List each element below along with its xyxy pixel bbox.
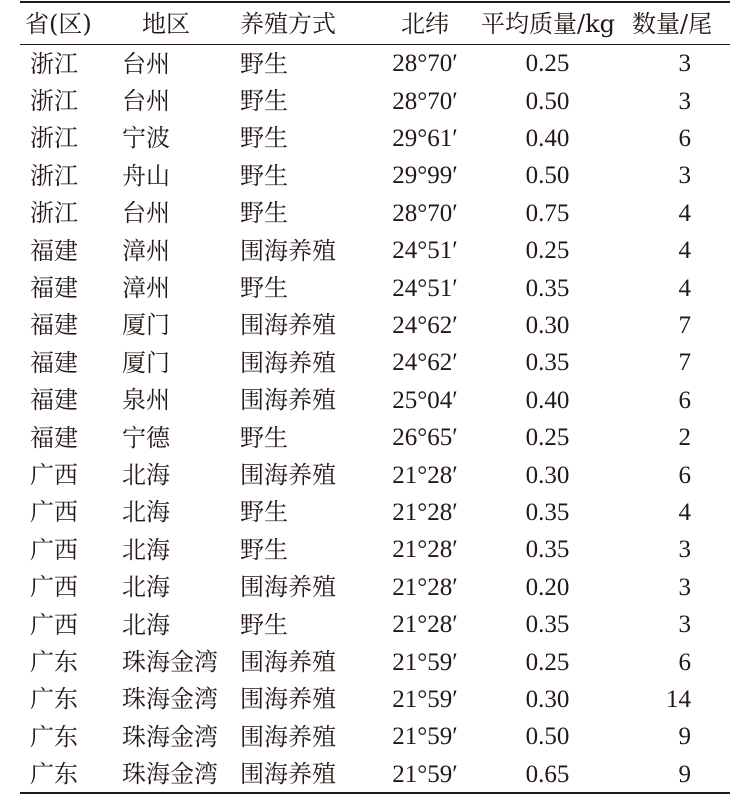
cell-count: 6 bbox=[678, 461, 691, 489]
cell-farming-method: 野生 bbox=[240, 124, 288, 153]
cell-region: 厦门 bbox=[122, 348, 170, 377]
cell-latitude: 29°99′ bbox=[392, 162, 458, 190]
cell-average-mass: 0.35 bbox=[525, 498, 570, 526]
cell-latitude: 24°51′ bbox=[392, 237, 458, 265]
cell-average-mass: 0.50 bbox=[525, 723, 570, 751]
table-bottom-rule bbox=[20, 792, 730, 794]
cell-latitude: 28°70′ bbox=[392, 50, 458, 78]
cell-province: 福建 bbox=[30, 236, 78, 265]
cell-latitude: 24°62′ bbox=[392, 311, 458, 339]
cell-farming-method: 围海养殖 bbox=[240, 760, 336, 789]
cell-province: 福建 bbox=[30, 348, 78, 377]
cell-farming-method: 野生 bbox=[240, 161, 288, 190]
cell-farming-method: 围海养殖 bbox=[240, 386, 336, 415]
cell-farming-method: 野生 bbox=[240, 610, 288, 639]
table-row bbox=[0, 456, 735, 493]
cell-farming-method: 围海养殖 bbox=[240, 348, 336, 377]
cell-region: 北海 bbox=[122, 498, 170, 527]
header-province: 省(区) bbox=[25, 10, 92, 38]
cell-count: 4 bbox=[678, 237, 691, 265]
cell-average-mass: 0.30 bbox=[525, 685, 570, 713]
cell-average-mass: 0.35 bbox=[525, 536, 570, 564]
table-row bbox=[0, 269, 735, 306]
table-row bbox=[0, 344, 735, 381]
cell-province: 广西 bbox=[30, 461, 78, 490]
cell-province: 福建 bbox=[30, 311, 78, 340]
cell-farming-method: 围海养殖 bbox=[240, 236, 336, 265]
cell-province: 广东 bbox=[30, 648, 78, 677]
cell-latitude: 21°28′ bbox=[392, 461, 458, 489]
cell-latitude: 28°70′ bbox=[392, 87, 458, 115]
cell-count: 3 bbox=[678, 50, 691, 78]
cell-count: 6 bbox=[678, 124, 691, 152]
cell-farming-method: 野生 bbox=[240, 199, 288, 228]
cell-province: 浙江 bbox=[30, 49, 78, 78]
cell-region: 宁波 bbox=[122, 124, 170, 153]
cell-region: 漳州 bbox=[122, 274, 170, 303]
cell-count: 7 bbox=[678, 311, 691, 339]
table-row bbox=[0, 307, 735, 344]
header-average-mass: 平均质量/kg bbox=[481, 10, 615, 38]
table-row bbox=[0, 419, 735, 456]
cell-farming-method: 野生 bbox=[240, 535, 288, 564]
cell-latitude: 21°28′ bbox=[392, 536, 458, 564]
cell-average-mass: 0.25 bbox=[525, 424, 570, 452]
cell-farming-method: 围海养殖 bbox=[240, 648, 336, 677]
cell-province: 广东 bbox=[30, 760, 78, 789]
cell-province: 广西 bbox=[30, 535, 78, 564]
cell-latitude: 21°28′ bbox=[392, 573, 458, 601]
cell-average-mass: 0.75 bbox=[525, 199, 570, 227]
cell-region: 宁德 bbox=[122, 423, 170, 452]
cell-farming-method: 围海养殖 bbox=[240, 722, 336, 751]
table-row bbox=[0, 531, 735, 568]
table-header-row bbox=[0, 4, 735, 44]
cell-average-mass: 0.30 bbox=[525, 461, 570, 489]
cell-region: 漳州 bbox=[122, 236, 170, 265]
cell-farming-method: 野生 bbox=[240, 87, 288, 116]
cell-province: 福建 bbox=[30, 274, 78, 303]
cell-farming-method: 围海养殖 bbox=[240, 461, 336, 490]
cell-count: 3 bbox=[678, 162, 691, 190]
cell-latitude: 29°61′ bbox=[392, 124, 458, 152]
cell-region: 台州 bbox=[122, 199, 170, 228]
cell-average-mass: 0.40 bbox=[525, 386, 570, 414]
cell-count: 6 bbox=[678, 648, 691, 676]
cell-average-mass: 0.50 bbox=[525, 87, 570, 115]
cell-region: 北海 bbox=[122, 535, 170, 564]
cell-count: 4 bbox=[678, 274, 691, 302]
cell-farming-method: 野生 bbox=[240, 274, 288, 303]
cell-count: 6 bbox=[678, 386, 691, 414]
cell-count: 3 bbox=[678, 536, 691, 564]
cell-average-mass: 0.35 bbox=[525, 611, 570, 639]
cell-latitude: 24°51′ bbox=[392, 274, 458, 302]
table-row bbox=[0, 718, 735, 755]
table-row bbox=[0, 157, 735, 194]
cell-province: 福建 bbox=[30, 386, 78, 415]
cell-latitude: 24°62′ bbox=[392, 349, 458, 377]
cell-count: 3 bbox=[678, 611, 691, 639]
cell-average-mass: 0.25 bbox=[525, 237, 570, 265]
cell-region: 珠海金湾 bbox=[122, 722, 218, 751]
cell-average-mass: 0.65 bbox=[525, 760, 570, 788]
cell-latitude: 21°59′ bbox=[392, 685, 458, 713]
cell-farming-method: 围海养殖 bbox=[240, 573, 336, 602]
cell-count: 14 bbox=[666, 685, 691, 713]
table-row bbox=[0, 494, 735, 531]
cell-count: 9 bbox=[678, 723, 691, 751]
cell-region: 北海 bbox=[122, 573, 170, 602]
table-row bbox=[0, 756, 735, 793]
cell-region: 泉州 bbox=[122, 386, 170, 415]
cell-region: 厦门 bbox=[122, 311, 170, 340]
cell-average-mass: 0.25 bbox=[525, 50, 570, 78]
header-farming-method: 养殖方式 bbox=[240, 10, 336, 38]
cell-province: 广西 bbox=[30, 610, 78, 639]
cell-average-mass: 0.35 bbox=[525, 274, 570, 302]
cell-latitude: 21°59′ bbox=[392, 760, 458, 788]
header-latitude: 北纬 bbox=[401, 10, 449, 38]
cell-count: 4 bbox=[678, 498, 691, 526]
cell-count: 2 bbox=[678, 424, 691, 452]
cell-average-mass: 0.30 bbox=[525, 311, 570, 339]
table-row bbox=[0, 681, 735, 718]
table-row bbox=[0, 643, 735, 680]
table-row bbox=[0, 45, 735, 82]
cell-province: 广东 bbox=[30, 685, 78, 714]
cell-average-mass: 0.40 bbox=[525, 124, 570, 152]
cell-province: 浙江 bbox=[30, 199, 78, 228]
cell-latitude: 25°04′ bbox=[392, 386, 458, 414]
table-row bbox=[0, 120, 735, 157]
cell-count: 4 bbox=[678, 199, 691, 227]
cell-province: 浙江 bbox=[30, 87, 78, 116]
cell-farming-method: 野生 bbox=[240, 49, 288, 78]
cell-region: 舟山 bbox=[122, 161, 170, 190]
cell-province: 浙江 bbox=[30, 124, 78, 153]
cell-farming-method: 围海养殖 bbox=[240, 685, 336, 714]
cell-count: 9 bbox=[678, 760, 691, 788]
cell-province: 广西 bbox=[30, 498, 78, 527]
cell-region: 北海 bbox=[122, 610, 170, 639]
header-count: 数量/尾 bbox=[632, 10, 713, 38]
cell-region: 台州 bbox=[122, 49, 170, 78]
table-row bbox=[0, 232, 735, 269]
cell-province: 广西 bbox=[30, 573, 78, 602]
cell-average-mass: 0.20 bbox=[525, 573, 570, 601]
table-top-rule bbox=[20, 1, 730, 3]
header-region: 地区 bbox=[142, 10, 190, 38]
cell-latitude: 28°70′ bbox=[392, 199, 458, 227]
cell-farming-method: 野生 bbox=[240, 498, 288, 527]
cell-latitude: 21°28′ bbox=[392, 498, 458, 526]
cell-region: 台州 bbox=[122, 87, 170, 116]
table-row bbox=[0, 82, 735, 119]
table-row bbox=[0, 382, 735, 419]
cell-region: 珠海金湾 bbox=[122, 685, 218, 714]
cell-farming-method: 围海养殖 bbox=[240, 311, 336, 340]
cell-region: 北海 bbox=[122, 461, 170, 490]
cell-count: 7 bbox=[678, 349, 691, 377]
cell-region: 珠海金湾 bbox=[122, 648, 218, 677]
cell-province: 广东 bbox=[30, 722, 78, 751]
cell-region: 珠海金湾 bbox=[122, 760, 218, 789]
cell-province: 浙江 bbox=[30, 161, 78, 190]
table-row bbox=[0, 606, 735, 643]
cell-count: 3 bbox=[678, 573, 691, 601]
cell-province: 福建 bbox=[30, 423, 78, 452]
cell-farming-method: 野生 bbox=[240, 423, 288, 452]
cell-average-mass: 0.50 bbox=[525, 162, 570, 190]
cell-average-mass: 0.25 bbox=[525, 648, 570, 676]
table-row bbox=[0, 569, 735, 606]
cell-latitude: 21°28′ bbox=[392, 611, 458, 639]
table-row bbox=[0, 195, 735, 232]
cell-latitude: 21°59′ bbox=[392, 648, 458, 676]
cell-count: 3 bbox=[678, 87, 691, 115]
cell-latitude: 26°65′ bbox=[392, 424, 458, 452]
cell-average-mass: 0.35 bbox=[525, 349, 570, 377]
cell-latitude: 21°59′ bbox=[392, 723, 458, 751]
